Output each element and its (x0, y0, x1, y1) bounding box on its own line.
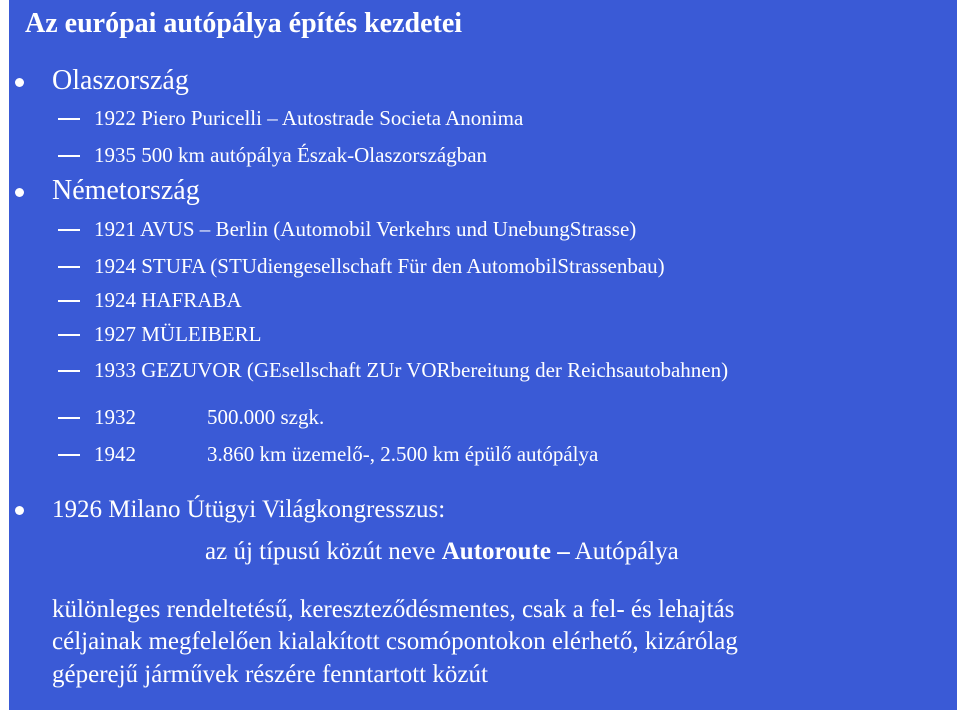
definition-line: különleges rendeltetésű, kereszteződésmentes, csak a fel- és lehajtás (52, 596, 735, 623)
list-item: 1924 HAFRABA (94, 288, 242, 312)
term-translation: Autópálya (574, 538, 679, 565)
list-item: 1921 AVUS – Berlin (Automobil Verkehrs und UnebungStrasse) (94, 217, 637, 241)
list-item: 1927 MÜLEIBERL (94, 322, 262, 346)
slide-title: Az európai autópálya építés kezdetei (25, 8, 463, 39)
definition-line: géperejű járművek részére fenntartott közút (52, 661, 488, 688)
list-item: 1924 STUFA (STUdiengesellschaft Für den AutomobilStrassenbau) (94, 254, 665, 278)
dash-icon (58, 300, 80, 302)
stat-year: 1942 (94, 442, 136, 466)
bullet-icon (15, 506, 24, 515)
list-item: 1933 GEZUVOR (GEsellschaft ZUr VORbereitung der Reichsautobahnen) (94, 358, 729, 382)
dash-icon (58, 454, 80, 456)
term-bold: Autoroute – (441, 538, 570, 565)
term-prefix: az új típusú közút neve (205, 538, 436, 565)
congress-term-line (205, 536, 679, 568)
dash-icon (58, 266, 80, 268)
stat-text: 500.000 szgk. (207, 405, 325, 429)
section-heading-germany: Németország (52, 175, 200, 206)
dash-icon (58, 229, 80, 231)
list-item: 1922 Piero Puricelli – Autostrade Societa Anonima (94, 106, 524, 130)
stat-text: 3.860 km üzemelő-, 2.500 km épülő autópálya (207, 442, 599, 466)
dash-icon (58, 370, 80, 372)
stat-row (94, 440, 599, 468)
dash-icon (58, 155, 80, 157)
dash-icon (58, 334, 80, 336)
definition-line: céljainak megfelelően kialakított csomópontokon elérhető, kizárólag (52, 628, 738, 655)
section-heading-italy: Olaszország (52, 65, 189, 96)
stat-year: 1932 (94, 405, 136, 429)
list-item: 1935 500 km autópálya Észak-Olaszországban (94, 143, 488, 167)
bullet-icon (15, 78, 24, 87)
dash-icon (58, 417, 80, 419)
congress-label: 1926 Milano Útügyi Világkongresszus: (52, 496, 446, 523)
bullet-icon (15, 188, 24, 197)
dash-icon (58, 118, 80, 120)
stat-row (94, 403, 325, 431)
